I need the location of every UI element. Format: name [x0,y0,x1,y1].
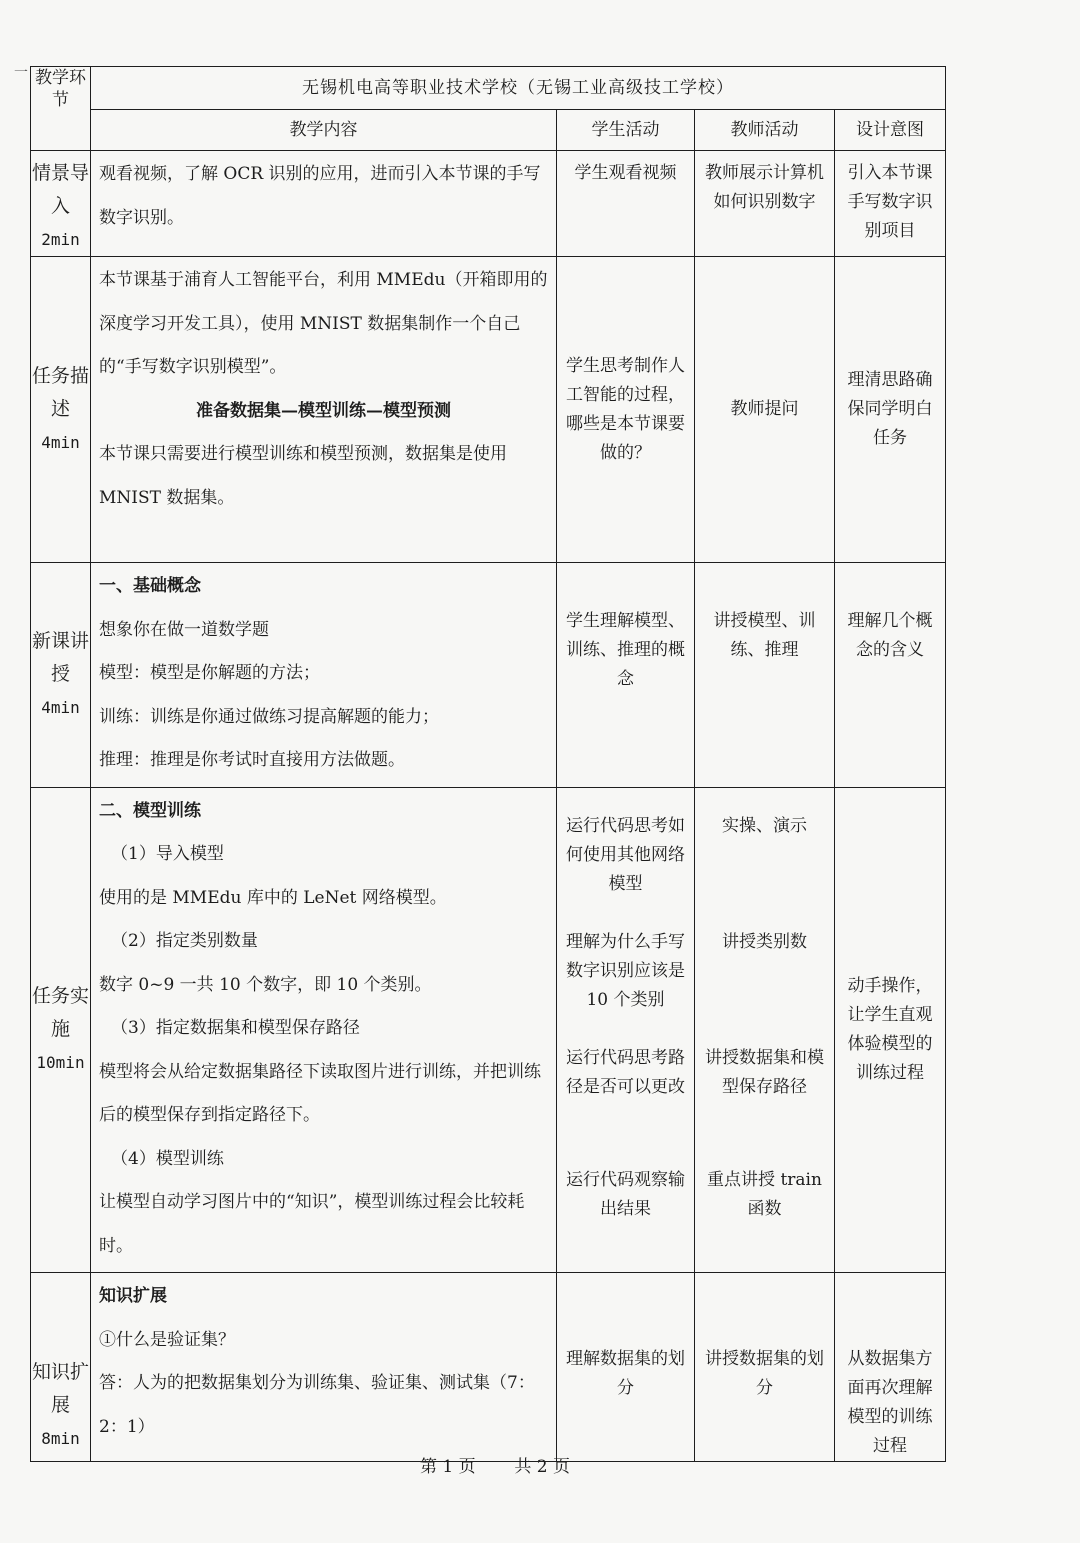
content-line: 想象你在做一道数学题 [99,619,269,640]
teacher-lecture: 讲授模型、训练、推理 [695,563,835,788]
column-header-content: 教学内容 [91,110,557,151]
phase-label: 新课讲授 [31,630,89,686]
teacher-activity: 实操、演示 [722,815,807,836]
content-practice [91,787,557,1273]
student-practice [557,787,695,1273]
content-line: （1）导入模型 [111,844,224,864]
content-intro [91,151,557,257]
student-activity: 运行代码观察输出结果 [566,1169,685,1219]
row-lecture [31,563,946,788]
student-lecture: 学生理解模型、训练、推理的概念 [557,563,695,788]
page-number: 第 1 页 [419,1457,476,1477]
teacher-activity: 重点讲授 train 函数 [707,1169,822,1219]
teacher-activity: 讲授类别数 [722,931,807,952]
student-task: 学生思考制作人工智能的过程，哪些是本节课要做的？ [557,257,695,563]
design-lecture: 理解几个概念的含义 [835,563,946,788]
teacher-extend: 讲授数据集的划分 [695,1273,835,1462]
column-header-student: 学生活动 [557,110,695,151]
content-line: （3）指定数据集和模型保存路径 [111,1018,360,1038]
content-heading: 知识扩展 [99,1286,167,1306]
row-extend [31,1273,946,1462]
school-row [31,67,946,110]
student-intro: 学生观看视频 [557,151,695,257]
phase-time: 10min [36,1053,85,1073]
design-intro: 引入本节课手写数字识别项目 [835,151,946,257]
teacher-intro: 教师展示计算机如何识别数字 [695,151,835,257]
student-activity: 运行代码思考如何使用其他网络模型 [566,815,685,894]
scan-mark: 一 [14,65,28,81]
row-task [31,257,946,563]
teacher-practice [695,787,835,1273]
student-extend: 理解数据集的划分 [557,1273,695,1462]
content-line: 观看视频，了解 OCR 识别的应用，进而引入本节课的手写数字识别。 [99,164,541,228]
content-line: 训练：训练是你通过做练习提高解题的能力； [99,706,439,727]
content-line: 本节课只需要进行模型训练和模型预测，数据集是使用 MNIST 数据集。 [99,444,507,508]
phase-label: 情景导入 [31,162,89,217]
row-practice [31,787,946,1273]
phase-time: 2min [41,230,80,249]
phase-intro [31,151,91,257]
content-line: （4）模型训练 [111,1148,224,1169]
school-name: 无锡机电高等职业技术学校（无锡工业高级技工学校） [91,67,946,110]
content-line: 模型将会从给定数据集路径下读取图片进行训练，并把训练后的模型保存到指定路径下。 [99,1061,541,1125]
design-practice: 动手操作，让学生直观体验模型的训练过程 [835,787,946,1273]
content-heading: 一、基础概念 [99,576,201,596]
teacher-task: 教师提问 [695,257,835,563]
column-header-row [31,110,946,151]
phase-time: 4min [41,433,80,452]
content-lecture [91,563,557,788]
content-line: 答：人为的把数据集划分为训练集、验证集、测试集（7：2：1） [99,1373,535,1437]
phase-extend [31,1273,91,1462]
row-intro [31,151,946,257]
phase-task [31,257,91,563]
phase-label: 知识扩展 [31,1361,89,1416]
phase-column-header: 教学环节 [31,67,91,151]
phase-practice [31,787,91,1273]
lesson-plan-table [30,66,946,1462]
content-line: 模型：模型是你解题的方法； [99,663,320,683]
column-header-design: 设计意图 [835,110,946,151]
page-total: 共 2 页 [514,1457,571,1477]
content-line: 本节课基于浦育人工智能平台，利用 MMEdu（开箱即用的深度学习开发工具），使用 MNIST 数据集制作一个自己的“手写数字识别模型”。 [99,270,548,377]
content-line: 推理：推理是你考试时直接用方法做题。 [99,750,405,770]
content-task [91,257,557,563]
phase-time: 8min [41,1429,80,1448]
content-line: 让模型自动学习图片中的“知识”，模型训练过程会比较耗时。 [99,1192,525,1256]
content-line: （2）指定类别数量 [111,931,258,951]
content-line: 数字 0~9 一共 10 个数字，即 10 个类别。 [99,974,432,995]
content-heading: 二、模型训练 [99,800,201,821]
phase-label: 任务实施 [31,985,89,1041]
content-line: 使用的是 MMEdu 库中的 LeNet 网络模型。 [99,887,447,908]
content-line: 准备数据集—模型训练—模型预测 [196,400,451,421]
content-extend [91,1273,557,1462]
page-footer [0,1452,990,1477]
student-activity: 运行代码思考路径是否可以更改 [566,1047,685,1097]
student-activity: 理解为什么手写数字识别应该是 10 个类别 [566,931,685,1010]
design-task: 理清思路确保同学明白任务 [835,257,946,563]
teacher-activity: 讲授数据集和模型保存路径 [705,1047,824,1097]
phase-lecture [31,563,91,788]
content-line: ①什么是验证集？ [99,1329,235,1350]
column-header-teacher: 教师活动 [695,110,835,151]
phase-time: 4min [41,698,80,718]
design-extend: 从数据集方面再次理解模型的训练过程 [835,1273,946,1462]
phase-label: 任务描述 [31,365,89,420]
